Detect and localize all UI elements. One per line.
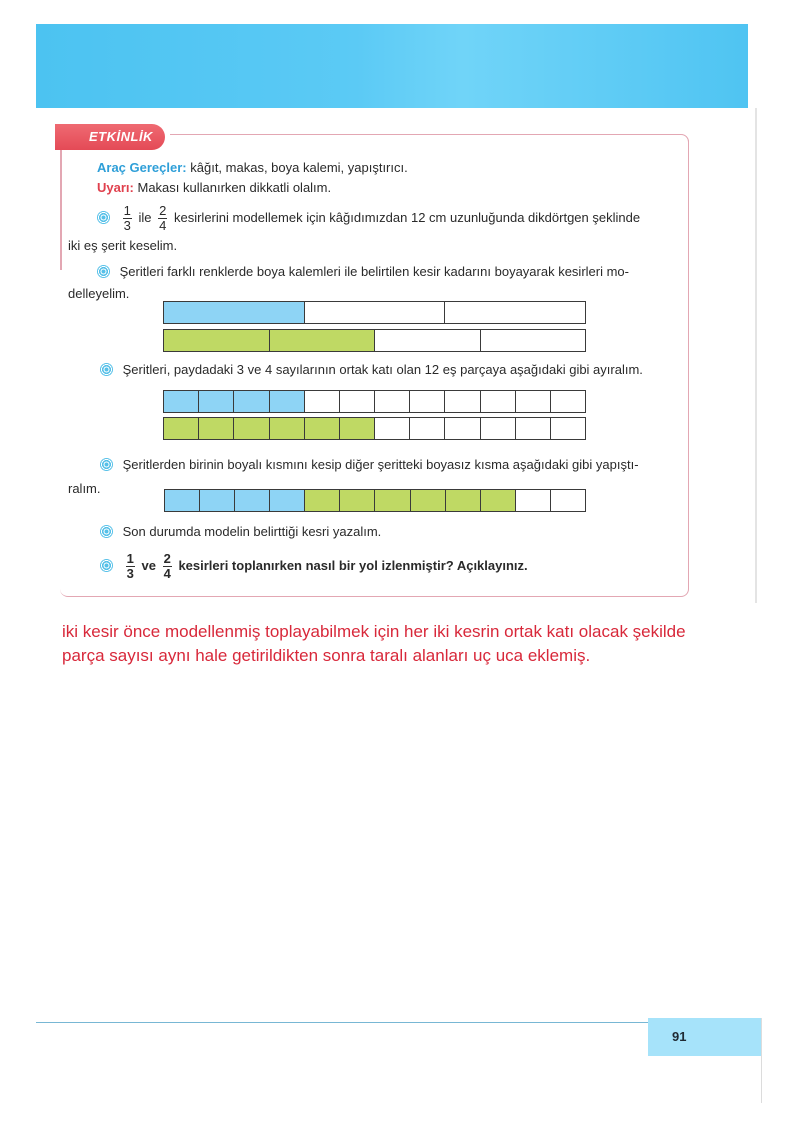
- strip-cell-shaded: [164, 302, 305, 323]
- strip-cell-green: [375, 490, 410, 511]
- target-bullet-icon: [100, 363, 113, 376]
- strip-cell-shaded: [270, 418, 305, 439]
- strip-cell-shaded: [164, 418, 199, 439]
- step-3: [100, 362, 643, 378]
- strip-cell-shaded: [199, 418, 234, 439]
- strip-cell-shaded: [234, 418, 269, 439]
- step-1-cont: iki eş şerit keselim.: [68, 238, 178, 253]
- strip-cell-shaded: [199, 391, 234, 412]
- step-2-cont: delleyelim.: [68, 286, 130, 301]
- strip-cell: [410, 418, 445, 439]
- strip-cell: [481, 418, 516, 439]
- materials-label: Araç Gereçler:: [97, 160, 187, 175]
- step-6-question: [100, 552, 528, 581]
- step-4-cont: ralım.: [68, 481, 101, 496]
- strip-cell: [551, 391, 585, 412]
- warning-text: Makası kullanırken dikkatli olalım.: [137, 180, 332, 195]
- page-number: 91: [648, 1018, 762, 1056]
- step-text: Şeritlerden birinin boyalı kısmını kesip diğer şeritteki boyasız kısma aşağıdaki gibi yapıştı-: [122, 457, 639, 472]
- question-text: kesirleri toplanırken nasıl bir yol izlenmiştir? Açıklayınız.: [178, 557, 528, 573]
- strip-cell: [375, 330, 481, 351]
- strip-quarters: [163, 329, 586, 352]
- strip-cell: [410, 391, 445, 412]
- strip-twelfths-green: [163, 417, 586, 440]
- strip-cell: [305, 302, 446, 323]
- strip-cell-blue: [270, 490, 305, 511]
- strip-cell: [445, 302, 585, 323]
- strip-cell: [516, 418, 551, 439]
- strip-cell-green: [340, 490, 375, 511]
- card-left-border: [60, 150, 62, 270]
- strip-cell-shaded: [164, 391, 199, 412]
- strip-cell-shaded: [305, 418, 340, 439]
- strip-cell-shaded: [234, 391, 269, 412]
- strip-cell: [481, 330, 586, 351]
- step-text: Şeritleri, paydadaki 3 ve 4 sayılarının ortak katı olan 12 eş parçaya aşağıdaki gibi ayıralım.: [122, 362, 643, 377]
- target-bullet-icon: [97, 211, 110, 224]
- fraction-one-third: [123, 204, 132, 233]
- step-text: kesirlerini modellemek için kâğıdımızdan 12 cm uzunluğunda dikdörtgen şeklinde: [173, 209, 641, 225]
- numerator: 2: [163, 551, 171, 566]
- strip-cell: [445, 418, 480, 439]
- strip-cell-blue: [235, 490, 270, 511]
- strip-cell: [305, 391, 340, 412]
- strip-cell: [516, 490, 551, 511]
- step-2: [97, 264, 629, 280]
- strip-cell-green: [305, 490, 340, 511]
- strip-cell-green: [446, 490, 481, 511]
- footer-divider: [36, 1022, 648, 1023]
- numerator: 1: [126, 551, 134, 566]
- strip-cell: [551, 418, 585, 439]
- strip-twelfths-blue: [163, 390, 586, 413]
- step-text: Son durumda modelin belirttiği kesri yazalım.: [122, 524, 382, 539]
- warning-label: Uyarı:: [97, 180, 134, 195]
- numerator: 1: [123, 203, 131, 218]
- pencil-target-icon: [100, 559, 113, 572]
- connector-text: ve: [141, 557, 156, 573]
- answer-line-1: iki kesir önce modellenmiş toplayabilmek için her iki kesrin ortak katı olacak şekilde: [62, 622, 686, 641]
- step-text: Şeritleri farklı renklerde boya kalemleri ile belirtilen kesir kadarını boyayarak kesirleri mo-: [119, 264, 629, 279]
- page-edge-bottom: [761, 1018, 762, 1103]
- answer-line-2: parça sayısı aynı hale getirildikten sonra taralı alanları uç uca eklemiş.: [62, 646, 591, 665]
- activity-tag: ETKİNLİK: [55, 124, 165, 150]
- strip-cell: [551, 490, 585, 511]
- step-4: [100, 457, 639, 473]
- fraction-two-quarters: [158, 204, 167, 233]
- warning-line: [97, 180, 331, 196]
- handwritten-answer: [62, 620, 762, 668]
- materials-text: kâğıt, makas, boya kalemi, yapıştırıcı.: [190, 160, 408, 175]
- denominator: 3: [123, 218, 131, 233]
- step-1: [97, 204, 640, 233]
- strip-combined: [164, 489, 586, 512]
- step-5: [100, 524, 381, 540]
- strip-cell-shaded: [270, 391, 305, 412]
- strip-cell: [445, 391, 480, 412]
- numerator: 2: [159, 203, 167, 218]
- strip-cell-green: [411, 490, 446, 511]
- strip-cell-green: [481, 490, 516, 511]
- strip-cell-shaded: [340, 418, 375, 439]
- target-bullet-icon: [97, 265, 110, 278]
- strip-cell: [375, 391, 410, 412]
- connector-text: ile: [138, 209, 152, 225]
- fraction-one-third: [126, 552, 135, 581]
- strip-cell-blue: [165, 490, 200, 511]
- denominator: 4: [159, 218, 167, 233]
- strip-thirds: [163, 301, 586, 324]
- target-bullet-icon: [100, 458, 113, 471]
- strip-cell-shaded: [164, 330, 270, 351]
- strip-cell-blue: [200, 490, 235, 511]
- target-bullet-icon: [100, 525, 113, 538]
- fraction-two-quarters: [163, 552, 172, 581]
- strip-cell: [481, 391, 516, 412]
- strip-cell: [375, 418, 410, 439]
- strip-cell: [516, 391, 551, 412]
- materials-line: [97, 160, 408, 176]
- denominator: 4: [163, 566, 171, 581]
- header-band: [36, 24, 748, 108]
- strip-cell-shaded: [270, 330, 376, 351]
- strip-cell: [340, 391, 375, 412]
- page-edge: [755, 108, 757, 603]
- denominator: 3: [126, 566, 134, 581]
